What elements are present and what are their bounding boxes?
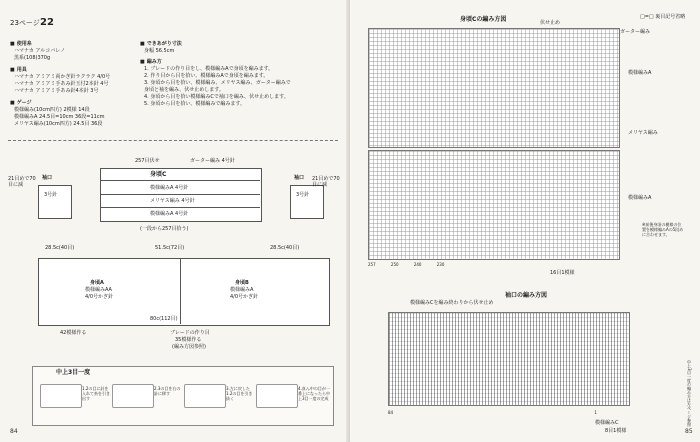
garter-label: ガーター編み 4号針: [190, 158, 235, 164]
howto-line-3: 3. 身頃から目を拾い、模様編み、メリヤス編み、ガーター編みで: [144, 80, 291, 86]
diagram-divider: [100, 194, 260, 195]
bottom-width: 80c(112目): [150, 316, 178, 322]
left-side-note: 21目めで70目に減: [8, 176, 36, 188]
chart-c-ticks: 257 250 240 230: [368, 262, 445, 267]
pattern-row-2: メリヤス編み 4号針: [150, 198, 195, 204]
tools-line-3: ハマナカ アミアミ手あみ針4本針 3号: [14, 88, 99, 94]
howto-line-4: 身頃と袖を編み、伏せ止めします。: [144, 87, 224, 93]
gauge-line-2: 模様編みA 24.5目=10cm 36段=11cm: [14, 114, 105, 120]
pickup-label: (一段から257目拾う): [140, 226, 189, 232]
step-4-illustration: [256, 384, 298, 408]
width-left: 28.5c(40目): [45, 245, 75, 251]
left-sleeve-label: 袖口: [42, 175, 53, 181]
side-label-3: 模様編みA: [628, 195, 652, 201]
right-sleeve-box: [290, 185, 324, 219]
left-page-number: 84: [10, 428, 18, 435]
step-2-illustration: [112, 384, 154, 408]
pattern-number: 22: [40, 17, 54, 28]
chart-c-upper-grid: [368, 28, 620, 148]
body-b-needle: 4/0号かぎ針: [230, 294, 259, 300]
sleeve-bottom-label: 模様編みC: [595, 420, 619, 426]
step-3-text: 3.左に戻した1.2の目を引き抜く: [226, 386, 253, 401]
side-label-1: 模様編みA: [628, 70, 652, 76]
side-note: ※前後身頃の模様の位置を模様編みAの5段めに合わせます。: [642, 222, 684, 237]
gauge-line-3: メリヤス編み(10cm四方) 24.5目 36段: [14, 121, 103, 127]
braid-line-1: ブレードの作り目: [170, 330, 210, 336]
side-label-2: メリヤス編み: [628, 130, 658, 136]
pattern-row-3: 模様編みA 4号針: [150, 211, 189, 217]
body-a-needle: 4/0号かぎ針: [85, 294, 114, 300]
body-ab-diagram: [38, 258, 330, 326]
bind-off-label: 伏せ止め: [540, 20, 561, 26]
chart-c-repeat: 16目1模様: [550, 270, 575, 276]
width-mid: 51.5c(72目): [155, 245, 185, 251]
left-sleeve-needle: 3号針: [44, 192, 58, 198]
width-right: 28.5c(40目): [270, 245, 300, 251]
chart-c-title: 身頃Cの編み方図: [460, 16, 507, 23]
materials-heading: ■ 使用糸: [10, 40, 32, 47]
body-b-pattern: 模様編みA: [230, 287, 254, 293]
right-side-note: 21目めで70目に減: [312, 176, 340, 188]
right-page: [350, 0, 700, 442]
top-width-label: 257目伏せ: [135, 158, 160, 164]
body-b-title: 身頃B: [235, 280, 249, 286]
tools-heading: ■ 用具: [10, 66, 27, 73]
sleeve-top-note: 模様編みCを編み終わりから伏せ止め: [410, 300, 494, 306]
howto-line-2: 2. 作り目から目を拾い、模様編みAで身頃を編みます。: [144, 73, 269, 79]
finished-heading: ■ できあがり寸法: [140, 40, 182, 47]
right-vertical-note: 中上3目一度の編み方は左ページ参照: [687, 360, 692, 427]
tools-line-1: ハマナカ アミアミ両かぎ針ラクラク 4/0号: [14, 74, 111, 80]
chart-c-lower-grid: [368, 150, 620, 260]
bottom-left-note: 42模様作る: [60, 330, 87, 336]
diagram-divider: [100, 180, 260, 181]
step-2-text: 2.3の目を右の針に移す: [154, 386, 181, 396]
chart-sleeve-title: 袖口の編み方図: [505, 292, 548, 299]
section-divider: [8, 140, 338, 141]
tools-line-2: ハマナカ アミアミ手あみ針玉付2本針 4号: [14, 81, 109, 87]
braid-line-3: (編み方図参照): [172, 344, 206, 350]
step-4-text: 4.真ん中の目が一番上になったら中上3目一度の完成: [298, 386, 330, 401]
braid-line-2: 35模様作る: [175, 337, 202, 343]
gauge-line-1: 模様編み(10cm四方) 2模様 14段: [14, 107, 90, 113]
step-3-illustration: [184, 384, 226, 408]
pattern-row-1: 模様編みA 4号針: [150, 185, 189, 191]
howto-line-1: 1. ブレードの作り目をし、模様編みAで身頃を編みます。: [144, 66, 274, 72]
right-page-number: 85: [685, 428, 693, 435]
finished-line: 身幅 56.5cm: [144, 48, 175, 54]
howto-line-6: 5. 身頃から目を拾い、模様編みで編みます。: [144, 101, 245, 107]
center-line: [180, 258, 181, 324]
right-sleeve-needle: 3号針: [296, 192, 310, 198]
body-a-pattern: 模様編みAA: [85, 287, 112, 293]
chart-sleeve-grid: [388, 312, 630, 406]
materials-line-2: 黒系(108)370g: [14, 55, 51, 61]
diagram-divider: [100, 207, 260, 208]
sleeve-repeat: 8目1模様: [605, 428, 627, 434]
body-a-title: 身頃A: [90, 280, 104, 286]
step-1-text: 1.2の目に針を入れて糸を引き出す: [82, 386, 110, 401]
step-1-illustration: [40, 384, 82, 408]
materials-line-1: ハマナカ アルコバレノ: [14, 48, 66, 54]
body-c-label: 身頃C: [150, 171, 167, 178]
page-ref: 23ページ: [10, 19, 40, 27]
crochet-title: 中上3目一度: [56, 369, 91, 376]
legend: □=□ 裏目記号省略: [640, 14, 686, 20]
garter-label-right: ガーター編み: [620, 29, 651, 35]
left-sleeve-box: [38, 185, 72, 219]
howto-line-5: 4. 身頃から目を拾い模様編みCで袖口を編み、伏せ止めします。: [144, 94, 289, 100]
gauge-heading: ■ ゲージ: [10, 99, 32, 106]
howto-heading: ■ 編み方: [140, 58, 162, 65]
right-sleeve-label: 袖口: [294, 175, 305, 181]
sleeve-ticks: 84 1: [388, 410, 597, 415]
